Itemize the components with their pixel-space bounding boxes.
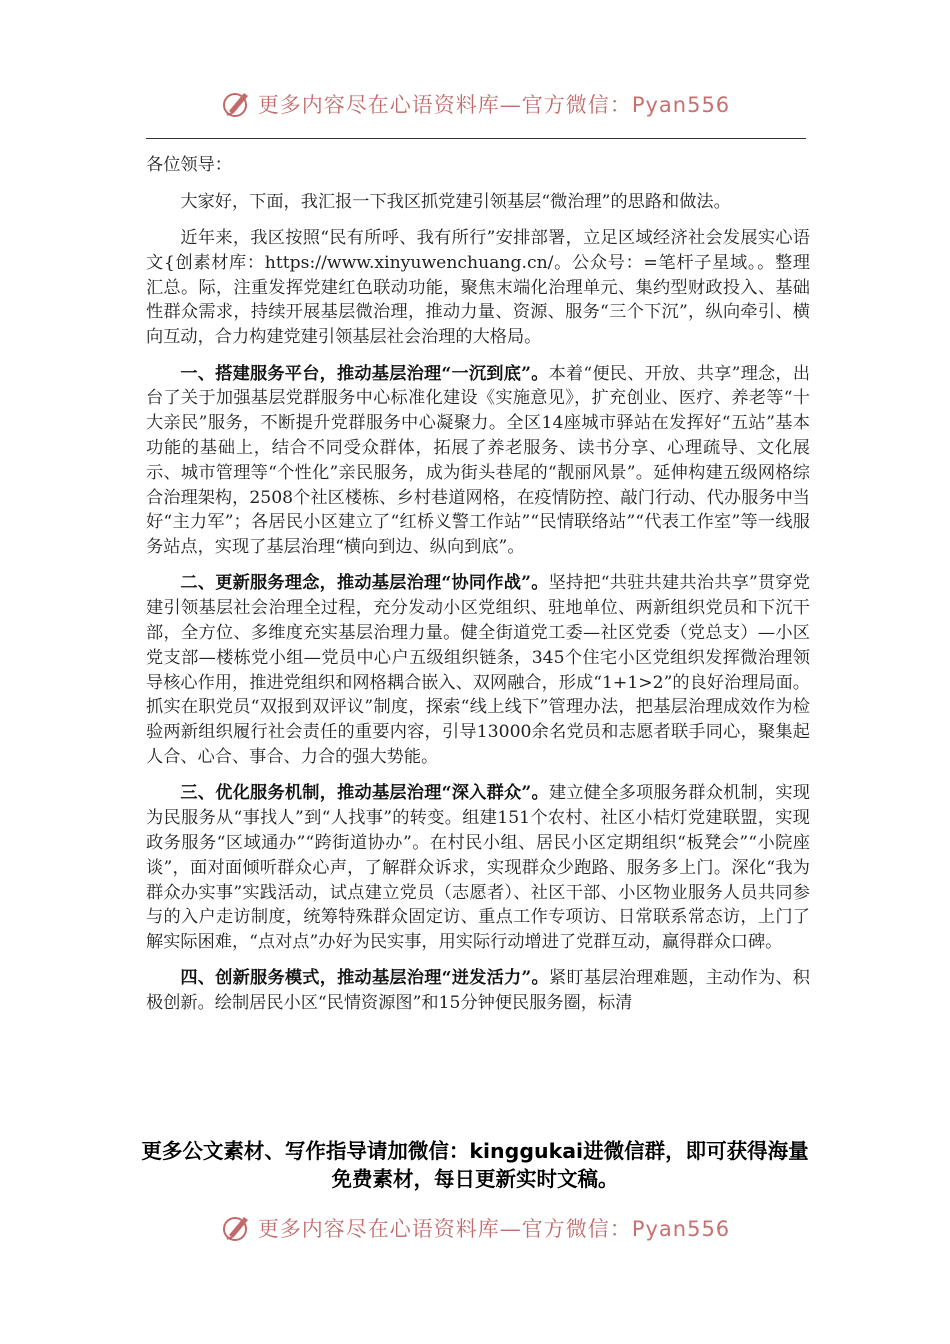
salutation: 各位领导：	[146, 155, 232, 175]
section-2-body: 坚持把“共驻共建共治共享”贯穿党建引领基层社会治理全过程，充分发动小区党组织、驻地单位、两新组织党员和下沉干部，全方位、多维度充实基层治理力量。健全街道党工委—社区党委（党总支）—小区党支部—楼栋党小组—党员中心户五级组织链条，345个住宅小区党组织发挥微治理领导核心作用，推进党组织和网格耦合嵌入、双网融合，形成“1+1>2”的良好治理局面。抓实在职党员“双报到双评议”制度，探索“线上线下”管理办法，把基层治理成效作为检验两新组织履行社会责任的重要内容，引导13000余名党员和志愿者联手同心，聚集起人合、心合、事合、力合的强大势能。	[146, 573, 811, 768]
paragraph-intro: 近年来，我区按照“民有所呼、我有所行”安排部署，立足区域经济社会发展实心语文{创素材库：https://www.xinyuwenchuang.cn/。公众号：=笔杆子星域。。整理汇总。际，注重发挥党建红色联动功能，聚焦末端化治理单元、集约型财政投入、基础性群众需求，持续开展基层微治理，推动力量、资源、服务“三个下沉”，纵向牵引、横向互动，合力构建党建引领基层社会治理的大格局。	[146, 228, 810, 348]
header-banner	[0, 84, 950, 124]
section-3	[146, 781, 810, 955]
section-1-heading: 一、搭建服务平台，推动基层治理“一沉到底”。	[180, 363, 549, 384]
footer-brand-text: 更多内容尽在心语资料库—官方微信：Pyan556	[257, 1217, 731, 1241]
header-wechat-id: Pyan556	[631, 93, 731, 117]
section-3-body: 建立健全多项服务群众机制，实现为民服务从“事找人”到“人找事”的转变。组建151个农村、社区小桔灯党建联盟，实现政务服务“区域通办”“跨街道协办”。在村民小组、居民小区定期组织“板凳会”“小院座谈”，面对面倾听群众心声，了解群众诉求，实现群众少跑路、服务多上门。深化“我为群众办实事”实践活动，试点建立党员（志愿者）、社区干部、小区物业服务人员共同参与的入户走访制度，统筹特殊群众固定访、重点工作专项访、日常联系常态访，上门了解实际困难，“点对点”办好为民实事，用实际行动增进了党群互动，赢得群众口碑。	[146, 783, 810, 953]
section-3-heading: 三、优化服务机制，推动基层治理“深入群众”。	[180, 783, 549, 804]
section-4	[146, 966, 810, 1016]
footer-banner	[0, 1208, 950, 1248]
footer-wechat-id: Pyan556	[631, 1217, 731, 1241]
paragraph-greeting: 大家好，下面，我汇报一下我区抓党建引领基层“微治理”的思路和做法。	[180, 191, 731, 212]
header-brand-text: 更多内容尽在心语资料库—官方微信：Pyan556	[257, 93, 731, 117]
section-2	[146, 571, 810, 769]
header-divider	[146, 138, 806, 139]
section-1	[146, 362, 810, 560]
document-body	[146, 153, 810, 1028]
pen-ink-logo-icon	[220, 87, 254, 121]
footer-promo: 更多公文素材、写作指导请加微信：kinggukai进微信群，即可获得海量免费素材，每日更新实时文稿。	[141, 1139, 809, 1191]
section-4-heading: 四、创新服务模式，推动基层治理“迸发活力”。	[180, 968, 549, 989]
section-4-body: 紧盯基层治理难题，主动作为、积极创新。绘制居民小区“民情资源图”和15分钟便民服务圈，标清	[146, 968, 810, 1014]
section-2-heading: 二、更新服务理念，推动基层治理“协同作战”。	[180, 573, 549, 594]
pen-ink-logo-icon	[220, 1211, 254, 1245]
section-1-body: 本着“便民、开放、共享”理念，出台了关于加强基层党群服务中心标准化建设《实施意见》，扩充创业、医疗、养老等“十大亲民”服务，不断提升党群服务中心凝聚力。全区14座城市驿站在发挥好“五站”基本功能的基础上，结合不同受众群体，拓展了养老服务、读书分享、心理疏导、文化展示、城市管理等“个性化”亲民服务，成为街头巷尾的“靓丽风景”。延伸构建五级网格综合治理架构，2508个社区楼栋、乡村巷道网格，在疫情防控、敲门行动、代办服务中当好“主力军”；各居民小区建立了“红桥义警工作站”“民情联络站”“代表工作室”等一线服务站点，实现了基层治理“横向到边、纵向到底”。	[146, 363, 811, 558]
